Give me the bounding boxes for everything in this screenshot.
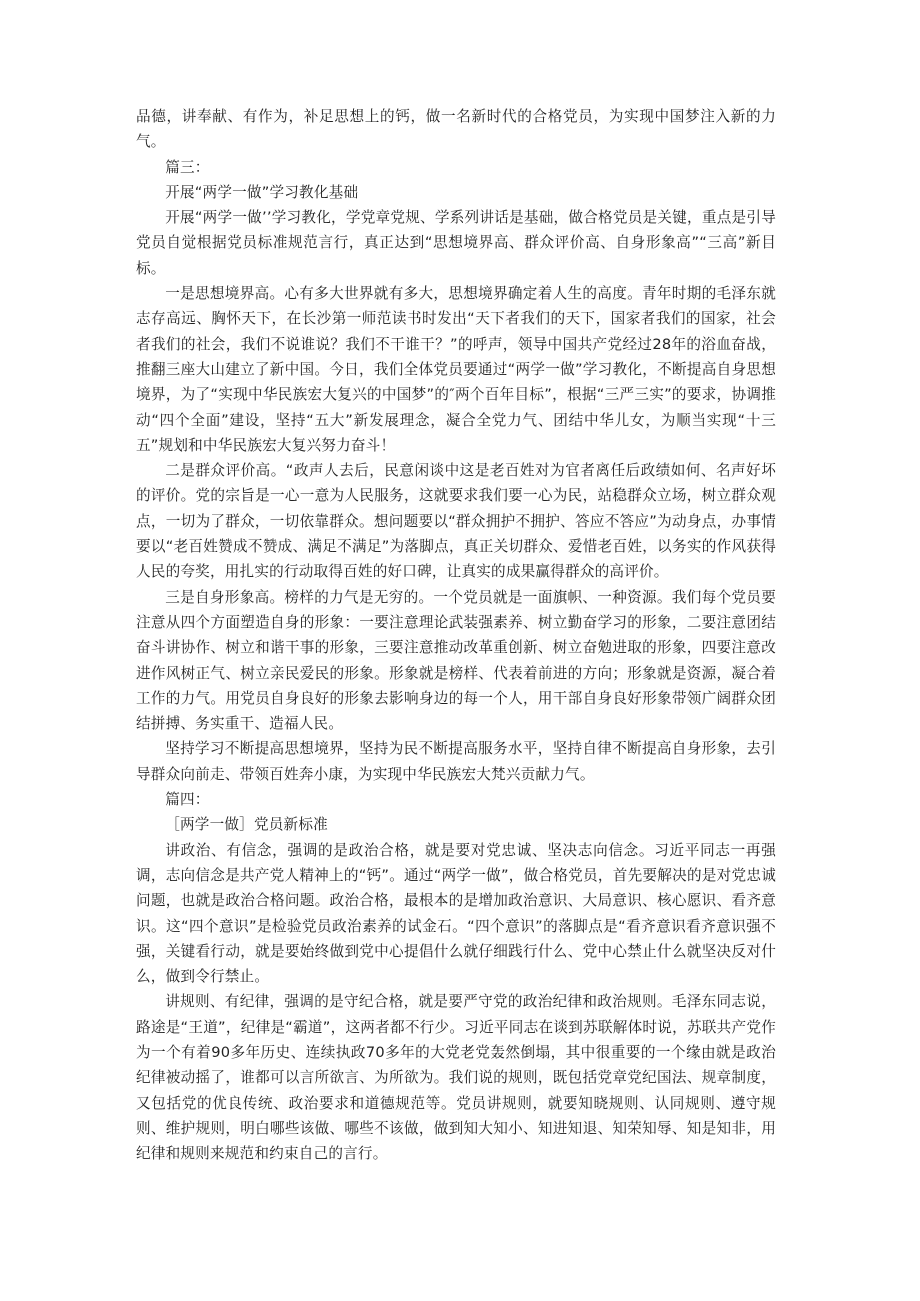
paragraph-public-evaluation: 二是群众评价高。“政声人去后，民意闲谈中这是老百姓对为官者离任后政绩如何、名声好坏的评价。党的宗旨是一心一意为人民服务，这就要求我们要一心为民，站稳群众立场，树立群众观点，一切为了群众，一切依靠群众。想问题要以“群众拥护不拥护、答应不答应”为动身点，办事情要以“老百姓赞成不赞成、满足不满足”为落脚点，真正关切群众、爱惜老百姓，以务实的作风获得人民的夸奖，用扎实的行动取得百姓的好口碑，让真实的成果赢得群众的高评价。 (136, 462, 776, 581)
paragraph-summary: 坚持学习不断提高思想境界，坚持为民不断提高服务水平，坚持自律不断提高自身形象，去引导群众向前走、带领百姓奔小康，为实现中华民族宏大梵兴贡献力气。 (136, 740, 776, 783)
paragraph-politics: 讲政治、有信念，强调的是政治合格，就是要对党忠诚、坚决志向信念。习近平同志一再强调，志向信念是共产党人精神上的“钙”。通过“两学一做”，做合格党员，首先要解决的是对党忠诚问题，也就是政治合格问题。政治合格，最根本的是增加政治意识、大局意识、核心愿识、看齐意识。这“四个意识”是检验党员政治素养的试金石。“四个意识”的落脚点是“看齐意识看齐意识强不强，关键看行动，就是要始终做到党中心提倡什么就仔细践行什么、党中心禁止什么就坚决反对什么，做到令行禁止。 (136, 841, 776, 986)
paragraph-continuation: 品德，讲奉献、有作为，补足思想上的钙，做一名新时代的合格党员，为实现中国梦注入新的力气。 (136, 108, 776, 151)
document-body (136, 104, 776, 1166)
section-title-three: 开展“两学一做”学习教化基础 (165, 183, 359, 201)
paragraph-thought-level: 一是思想境界高。心有多大世界就有多大，思想境界确定着人生的高度。青年时期的毛泽东就志存高远、胸怀天下，在长沙第一师范读书时发出“天下者我们的天下，国家者我们的国家，社会者我们的社会，我们不说谁说？我们不干谁干？”的呼声，领导中国共产党经过28年的浴血奋战，推翻三座大山建立了新中国。今日，我们全体党员要通过“两学一做”学习教化，不断提高自身思想境界，为了“实现中华民族宏大复兴的中国梦”的″两个百年目标”，根据“三严三实”的要求，协调推动“四个全面”建设，坚持“五大”新发展理念，凝合全党力气、团结中华儿女，为顺当实现“十三五”规划和中华民族宏大复兴努力奋斗！ (136, 285, 776, 454)
section-label-four: 篇四： (165, 791, 210, 809)
section-title-four: ［两学一做］党员新标准 (165, 816, 328, 834)
paragraph-intro: 开展“两学一做’’学习教化，学党章党规、学系列讲话是基础，做合格党员是关键，重点是引导党员自觉根据党员标准规范言行，真正达到“思想境界高、群众评价高、自身形象高”“三高”新目标。 (136, 209, 776, 277)
paragraph-self-image: 三是自身形象高。榜样的力气是无穷的。一个党员就是一面旗帜、一种资源。我们每个党员要注意从四个方面塑造自身的形象：一要注意理论武装强素养、树立勤奋学习的形象，二要注意团结奋斗讲协作、树立和谐干事的形象，三要注意推动改革重创新、树立奋勉进取的形象，四要注意改进作风树正气、树立亲民爱民的形象。形象就是榜样、代表着前进的方向；形象就是资源，凝合着工作的力气。用党员自身良好的形象去影响身边的每一个人，用干部自身良好形象带领广阔群众团结拼搏、务实重干、造福人民。 (136, 588, 776, 733)
paragraph-discipline: 讲规则、有纪律，强调的是守纪合格，就是要严守党的政治纪律和政治规则。毛泽东同志说，路途是“王道”，纪律是“霸道”，这两者都不行少。习近平同志在谈到苏联解体时说，苏联共产党作为一个有着90多年历史、连续执政70多年的大党老党轰然倒塌，其中很重要的一个缘由就是政治纪律被动摇了，谁都可以言所欲言、为所欲为。我们说的规则，既包括党章党纪国法、规章制度，又包括党的优良传统、政治要求和道德规范等。党员讲规则，就要知晓规则、认同规则、遵守规则、维护规则，明白哪些该做、哪些不该做，做到知大知小、知进知退、知荣知辱、知是知非，用纪律和规则来规范和约束自己的言行。 (136, 993, 776, 1163)
section-label-three: 篇三： (165, 158, 210, 176)
